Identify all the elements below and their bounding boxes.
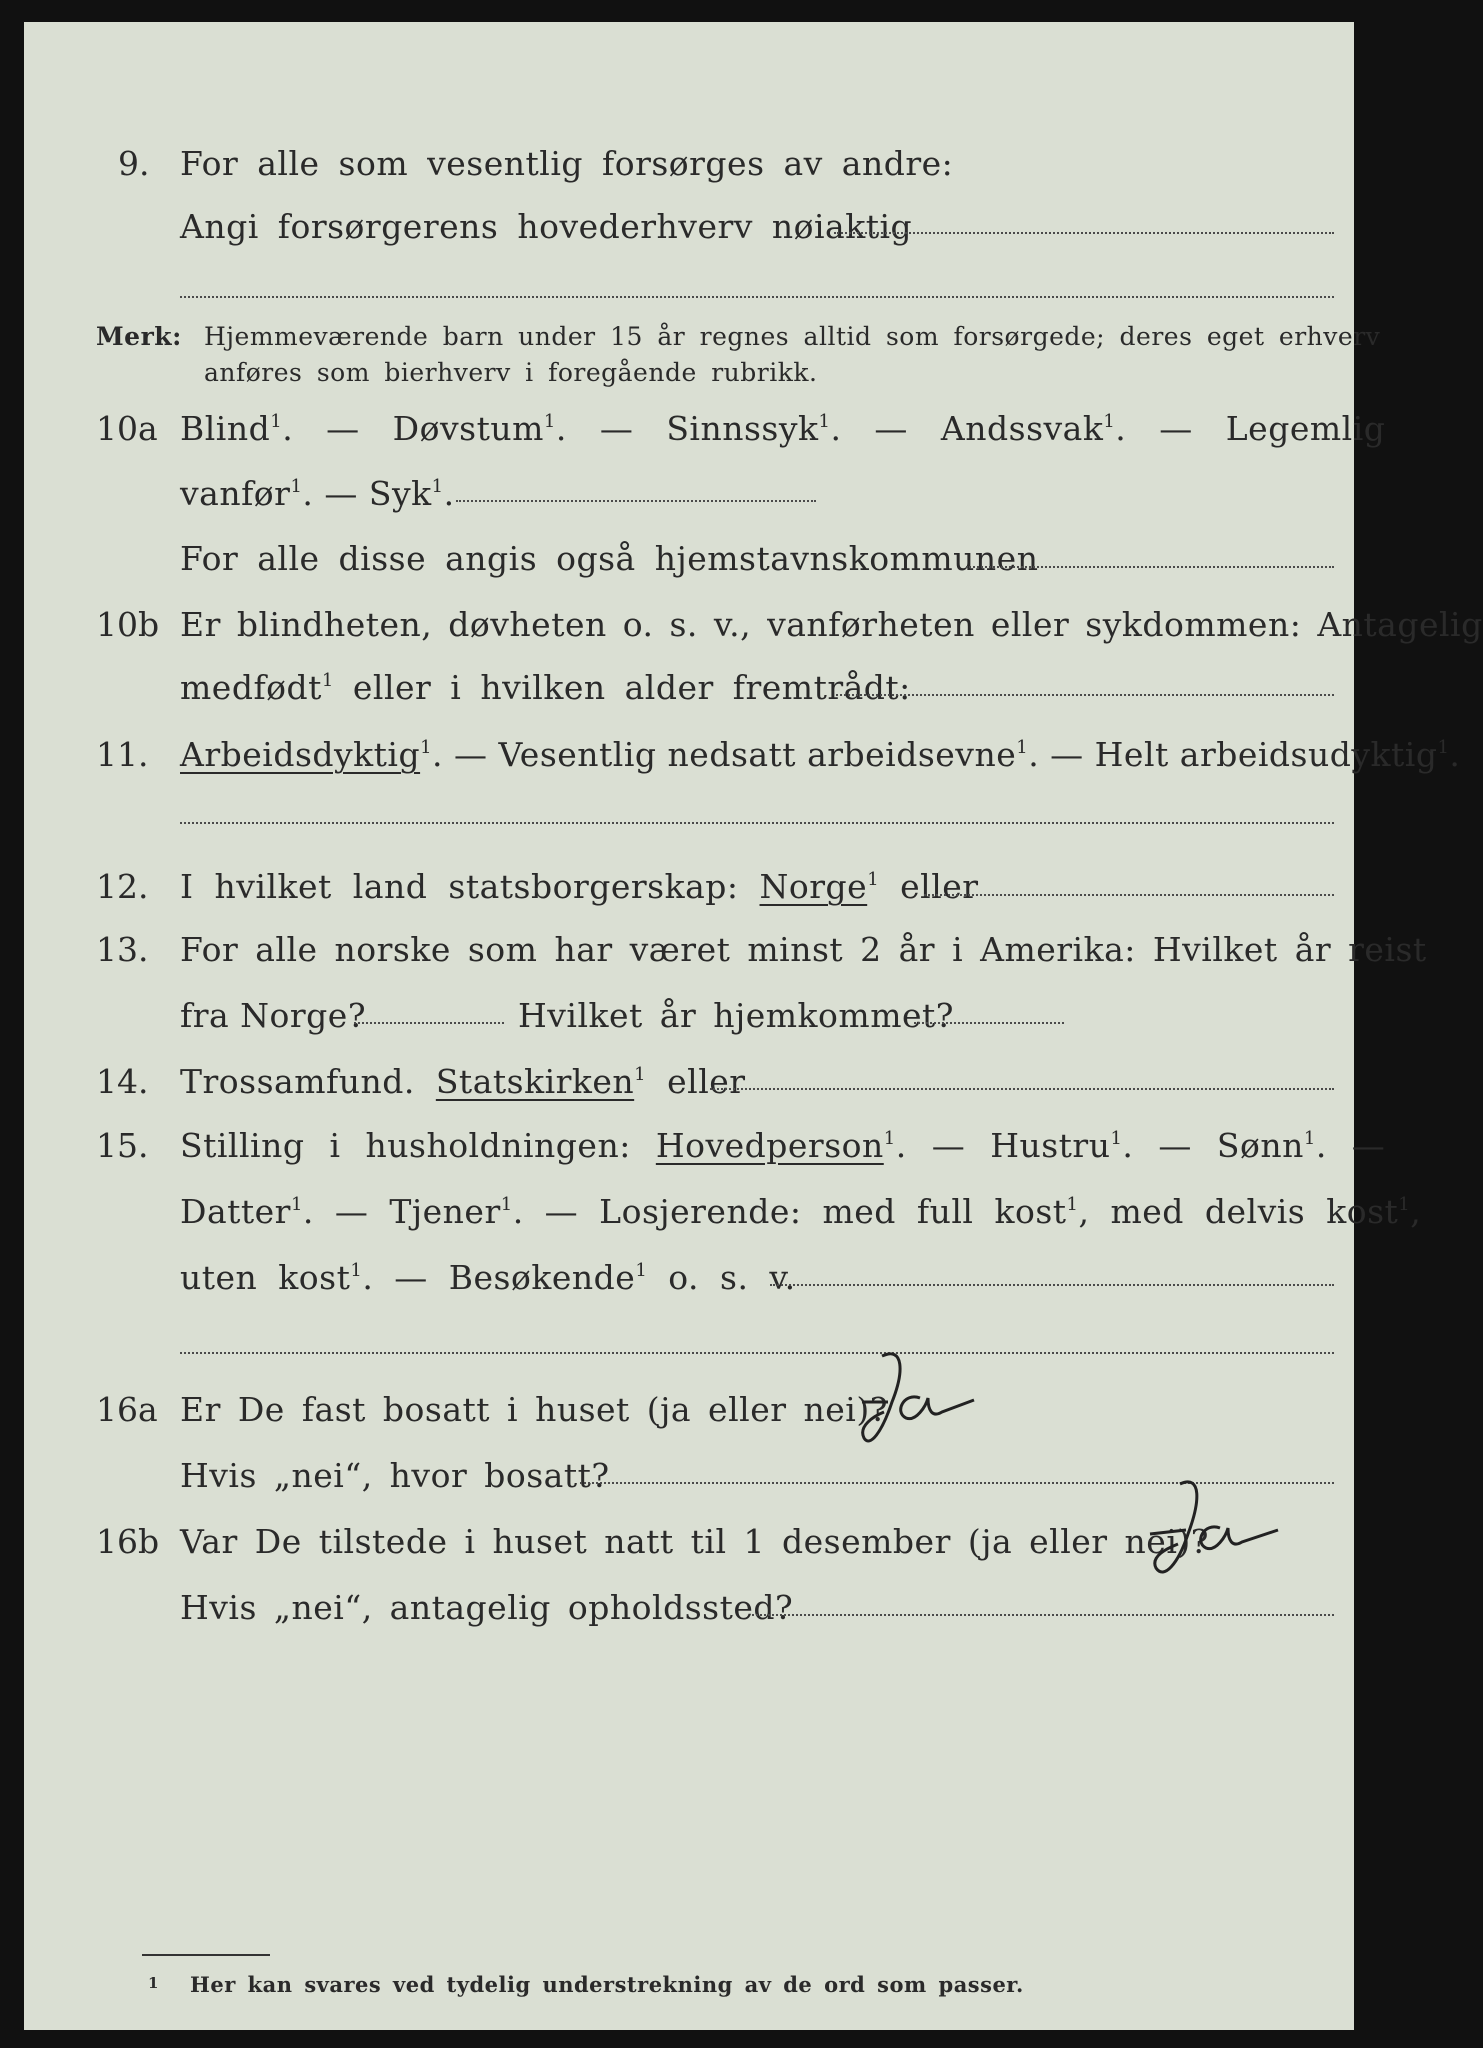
merk-line1: Hjemmeværende barn under 15 år regnes alltid som forsørgede; deres eget erhverv: [204, 322, 1381, 351]
q13-line2b: Hvilket år hjemkommet?: [518, 996, 954, 1035]
q15-number: 15.: [96, 1126, 149, 1165]
q13-line2a: fra Norge?: [180, 996, 367, 1035]
q10a-hometown-line: [966, 566, 1334, 568]
q9-number: 9.: [118, 144, 150, 183]
q10b-line2: medfødt$^1$ eller i hvilken alder fremtrådt:: [180, 668, 911, 707]
q16b-handwritten-answer: [1128, 1472, 1298, 1582]
q10a-line3: For alle disse angis også hjemstavnskommunen: [180, 539, 1039, 578]
q16a-handwritten-answer: [844, 1342, 994, 1452]
q11-line: Arbeidsdyktig$^1$. — Vesentlig nedsatt arbeidsevne$^1$. — Helt arbeidsudyktig$^1$.: [180, 735, 1461, 774]
q10b-number: 10b: [96, 605, 160, 644]
q10b-line1: Er blindheten, døvheten o. s. v., vanførheten eller sykdommen: Antagelig: [180, 605, 1483, 644]
q16b-line1: Var De tilstede i huset natt til 1 desember (ja eller nei)?: [180, 1522, 1209, 1561]
q12-line: I hvilket land statsborgerskap: Norge$^1$ eller: [180, 867, 979, 906]
q15-line2: Datter$^1$. — Tjener$^1$. — Losjerende: med full kost$^1$, med delvis kost$^1$,: [180, 1192, 1422, 1231]
q9-extra-line: [180, 296, 1334, 298]
q10a-answer-line: [456, 500, 816, 502]
q16a-number: 16a: [96, 1390, 158, 1429]
q9-answer-line: [834, 232, 1334, 234]
q14-line: Trossamfund. Statskirken$^1$ eller: [180, 1062, 746, 1101]
footnote-text: Her kan svares ved tydelig understrekning av de ord som passer.: [190, 1972, 1024, 1997]
q12-number: 12.: [96, 867, 149, 906]
q15-line1: Stilling i husholdningen: Hovedperson$^1$. — Hustru$^1$. — Sønn$^1$. —: [180, 1126, 1386, 1165]
q13-emigration-year-line: [354, 1022, 504, 1024]
q9-line1: For alle som vesentlig forsørges av andre:: [180, 144, 954, 183]
q16b-number: 16b: [96, 1522, 160, 1561]
q14-answer-line: [710, 1088, 1334, 1090]
footnote-mark: 1: [148, 1974, 159, 1992]
census-form-page: [24, 22, 1483, 2030]
q12-answer-line: [924, 894, 1334, 896]
q10b-answer-line: [836, 694, 1334, 696]
footnote-rule: [142, 1954, 270, 1956]
q16a-line2: Hvis „nei“, hvor bosatt?: [180, 1456, 610, 1495]
q16a-line1: Er De fast bosatt i huset (ja eller nei)?: [180, 1390, 888, 1429]
q9-line2: Angi forsørgerens hovederhverv nøiaktig: [180, 207, 913, 246]
q13-return-year-line: [914, 1022, 1064, 1024]
q10a-line2: vanfør$^1$. — Syk$^1$.: [180, 474, 455, 513]
q16b-line2: Hvis „nei“, antagelig opholdssted?: [180, 1588, 794, 1627]
q13-number: 13.: [96, 930, 149, 969]
merk-line2: anføres som bierhverv i foregående rubrikk.: [204, 358, 818, 387]
q10a-line1: Blind$^1$. — Døvstum$^1$. — Sinnssyk$^1$. — Andssvak$^1$. — Legemlig: [180, 409, 1386, 448]
merk-label: Merk:: [96, 322, 182, 351]
q14-number: 14.: [96, 1062, 149, 1101]
q11-answer-line: [180, 822, 1334, 824]
q16b-location-line: [752, 1614, 1334, 1616]
q15-line3: uten kost$^1$. — Besøkende$^1$ o. s. v.: [180, 1258, 796, 1297]
q15-answer-line: [770, 1284, 1334, 1286]
q10a-number: 10a: [96, 409, 158, 448]
q15-extra-line: [180, 1352, 1334, 1354]
q13-line1: For alle norske som har været minst 2 år i Amerika: Hvilket år reist: [180, 930, 1427, 969]
q11-number: 11.: [96, 735, 149, 774]
